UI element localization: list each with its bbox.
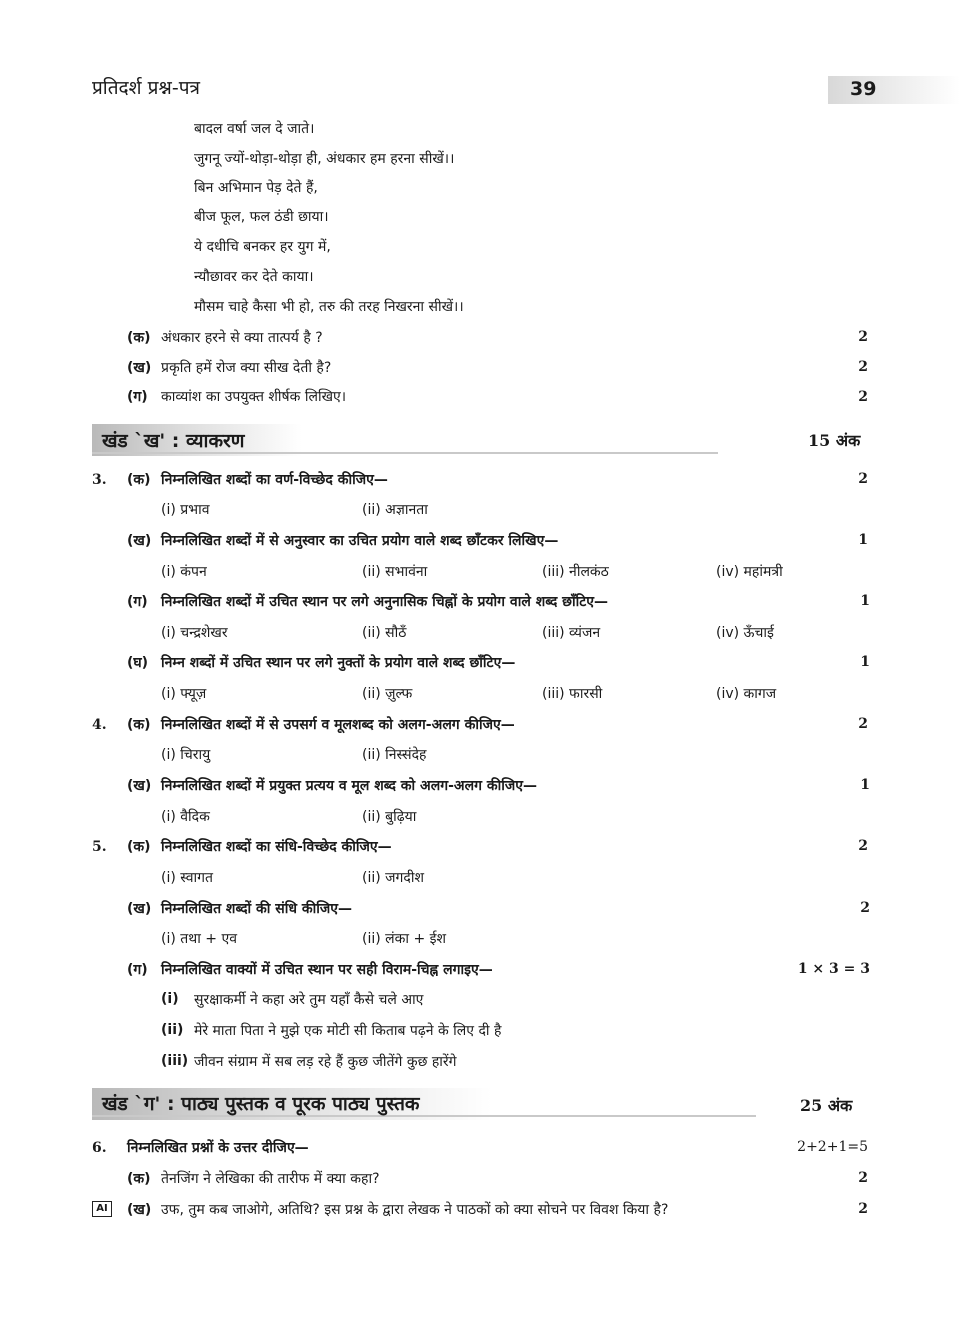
ai-badge: AI	[92, 1201, 112, 1217]
question-text: प्रकृति हमें रोज क्या सीख देती है?	[161, 360, 332, 376]
option: (ii) अज्ञानता	[362, 502, 428, 518]
poem-line: मौसम चाहे कैसा भी हो, तरु की तरह निखरना सीखें।।	[194, 299, 464, 315]
question-marks: 1	[860, 777, 870, 793]
question-label: (ग)	[127, 962, 148, 978]
question-text: तेनजिंग ने लेखिका की तारीफ में क्या कहा?	[161, 1171, 380, 1187]
question-label: (क)	[127, 472, 151, 488]
option: (i) वैदिक	[161, 809, 210, 825]
question-text: निम्नलिखित शब्दों का संधि-विच्छेद कीजिए—	[161, 839, 392, 855]
question-marks: 2	[858, 1201, 868, 1217]
option: (iv) कागज	[716, 686, 777, 702]
page-number-bar	[828, 76, 960, 104]
option: (i) चिरायु	[161, 747, 211, 763]
question-text: उफ, तुम कब जाओगे, अतिथि? इस प्रश्न के द्वारा लेखक ने पाठकों को क्या सोचने पर विवश किया है?	[161, 1202, 669, 1218]
question-marks: 2+2+1=5	[797, 1139, 868, 1155]
question-text: काव्यांश का उपयुक्त शीर्षक लिखिए।	[161, 389, 347, 405]
option: (iv) ऊँचाई	[716, 625, 774, 641]
option: (i) तथा + एव	[161, 931, 237, 947]
option: (i) फ्यूज़	[161, 686, 207, 702]
option: (iii) फारसी	[542, 686, 603, 702]
poem-line: बिन अभिमान पेड़ देते हैं,	[194, 180, 318, 196]
option: (ii) सौठँ	[362, 625, 407, 641]
question-label: (क)	[127, 330, 151, 346]
section-title: खंड `ख' : व्याकरण	[102, 430, 245, 452]
section-marks: 15 अंक	[808, 431, 861, 450]
question-label: (ख)	[127, 533, 152, 549]
option: (ii) ज़ुल्फ	[362, 686, 413, 702]
question-marks: 2	[858, 716, 868, 732]
question-marks: 1	[858, 532, 868, 548]
question-label: (ख)	[127, 360, 152, 376]
option: (ii) लंका + ईश	[362, 931, 447, 947]
option: (ii) सभावंना	[362, 564, 428, 580]
question-text: निम्नलिखित शब्दों का वर्ण-विच्छेद कीजिए—	[161, 472, 388, 488]
option: (iv) महांमत्री	[716, 564, 783, 580]
option: (ii) निस्संदेह	[362, 747, 427, 763]
question-label: (ग)	[127, 594, 148, 610]
question-text: निम्नलिखित शब्दों में उचित स्थान पर लगे अनुनासिक चिह्नों के प्रयोग वाले शब्द छाँटिए—	[161, 594, 609, 610]
question-text: निम्नलिखित वाक्यों में उचित स्थान पर सही विराम-चिह्न लगाइए—	[161, 962, 493, 978]
question-label: (ख)	[127, 1202, 152, 1218]
question-text: अंधकार हरने से क्या तात्पर्य है ?	[161, 330, 323, 346]
sentence-text: सुरक्षाकर्मी ने कहा अरे तुम यहाँ कैसे चले आए	[194, 992, 424, 1008]
question-marks: 2	[858, 1170, 868, 1186]
sentence-text: मेरे माता पिता ने मुझे एक मोटी सी किताब पढ़ने के लिए दी है	[194, 1023, 502, 1039]
question-label: (क)	[127, 717, 151, 733]
section-title: खंड `ग' : पाठ्य पुस्तक व पूरक पाठ्य पुस्तक	[102, 1093, 420, 1115]
question-marks: 2	[858, 389, 868, 405]
option: (i) स्वागत	[161, 870, 213, 886]
page-number: 39	[850, 78, 877, 100]
poem-line: न्यौछावर कर देते काया।	[194, 269, 314, 285]
poem-line: बादल वर्षा जल दे जाते।	[194, 121, 315, 137]
question-number: 3.	[92, 472, 107, 488]
question-marks: 2	[858, 471, 868, 487]
page-header-title: प्रतिदर्श प्रश्न-पत्र	[92, 77, 200, 99]
option: (iii) व्यंजन	[542, 625, 601, 641]
question-number: 4.	[92, 717, 107, 733]
question-label: (घ)	[127, 655, 149, 671]
option: (ii) जगदीश	[362, 870, 425, 886]
sentence-label: (ii)	[161, 1022, 184, 1038]
option: (i) कंपन	[161, 564, 207, 580]
question-text: निम्नलिखित प्रश्नों के उत्तर दीजिए—	[127, 1140, 309, 1156]
question-number: 6.	[92, 1140, 107, 1156]
option: (i) चन्द्रशेखर	[161, 625, 228, 641]
question-text: निम्नलिखित शब्दों की संधि कीजिए—	[161, 901, 353, 917]
option: (iii) नीलकंठ	[542, 564, 609, 580]
question-marks: 2	[860, 900, 870, 916]
question-marks: 1	[860, 593, 870, 609]
question-marks: 2	[858, 359, 868, 375]
sentence-label: (i)	[161, 991, 179, 1007]
question-label: (ख)	[127, 901, 152, 917]
poem-line: जुगनू ज्यों-थोड़ा-थोड़ा ही, अंधकार हम हरना सीखें।।	[194, 151, 455, 167]
question-label: (क)	[127, 839, 151, 855]
question-marks: 1 × 3 = 3	[797, 961, 870, 977]
sentence-label: (iii)	[161, 1053, 189, 1069]
question-label: (क)	[127, 1171, 151, 1187]
question-marks: 2	[858, 838, 868, 854]
option: (ii) बुढ़िया	[362, 809, 417, 825]
question-number: 5.	[92, 839, 107, 855]
sentence-text: जीवन संग्राम में सब लड़ रहे हैं कुछ जीतेंगे कुछ हारेंगे	[194, 1054, 457, 1070]
poem-line: ये दधीचि बनकर हर युग में,	[194, 239, 331, 255]
question-text: निम्नलिखित शब्दों में से उपसर्ग व मूलशब्द को अलग-अलग कीजिए—	[161, 717, 515, 733]
section-marks: 25 अंक	[800, 1096, 853, 1115]
question-text: निम्नलिखित शब्दों में प्रयुक्त प्रत्यय व मूल शब्द को अलग-अलग कीजिए—	[161, 778, 537, 794]
poem-line: बीज फूल, फल ठंडी छाया।	[194, 209, 329, 225]
question-text: निम्नलिखित शब्दों में से अनुस्वार का उचित प्रयोग वाले शब्द छाँटकर लिखिए—	[161, 533, 559, 549]
question-text: निम्न शब्दों में उचित स्थान पर लगे नुक्तों के प्रयोग वाले शब्द छाँटिए—	[161, 655, 516, 671]
question-label: (ख)	[127, 778, 152, 794]
question-label: (ग)	[127, 389, 148, 405]
option: (i) प्रभाव	[161, 502, 210, 518]
question-marks: 2	[858, 329, 868, 345]
question-marks: 1	[860, 654, 870, 670]
